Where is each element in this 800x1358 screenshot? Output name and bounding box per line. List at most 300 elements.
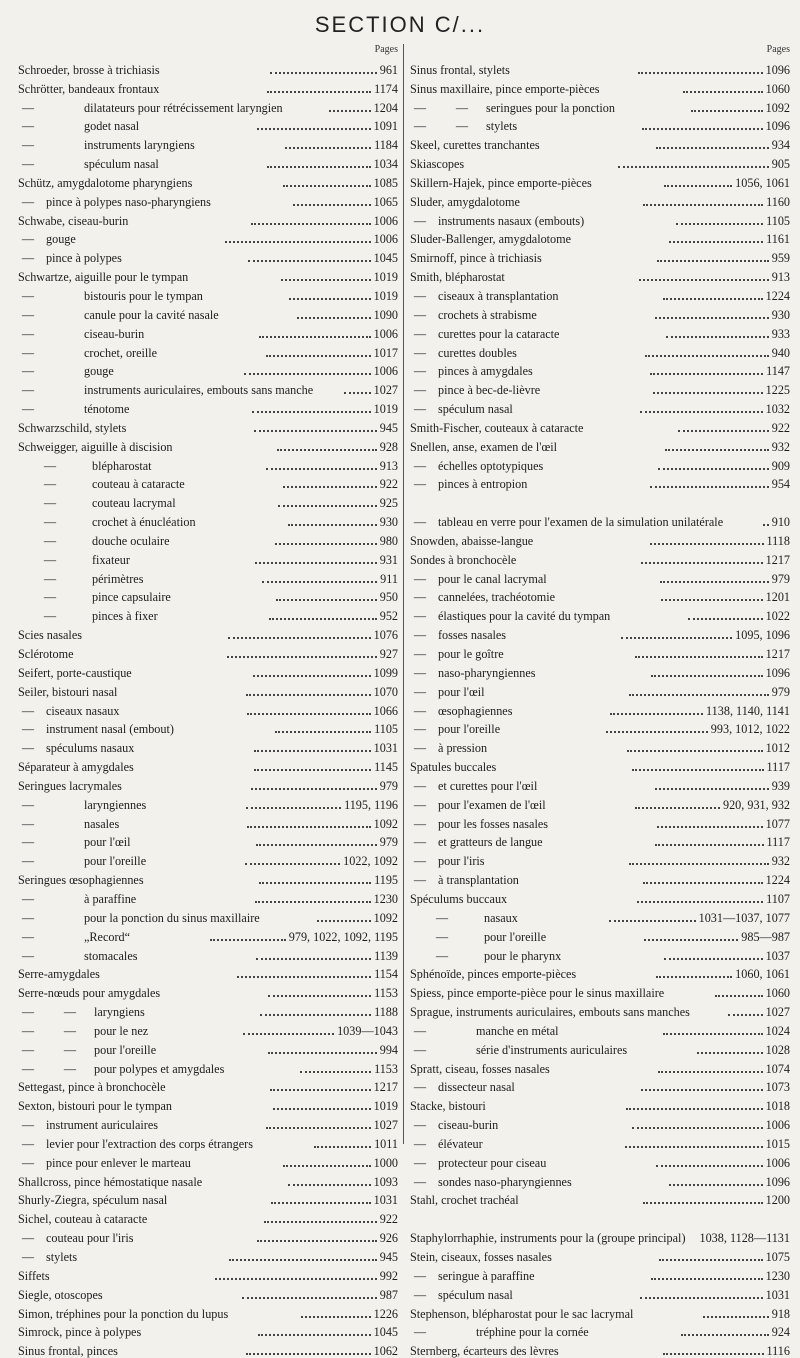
page-number: 931 xyxy=(379,552,398,567)
page-number: 1096 xyxy=(765,62,790,77)
index-entry xyxy=(410,1151,792,1170)
ditto-dash: — xyxy=(21,816,35,831)
ditto-dash: — xyxy=(413,816,427,831)
leader-dots xyxy=(245,862,340,865)
entry-term: instruments auriculaires, embouts sans manche xyxy=(84,383,314,398)
leader-dots xyxy=(625,1145,763,1148)
leader-dots xyxy=(657,259,768,262)
entry-term: série d'instruments auriculaires xyxy=(476,1042,628,1057)
leader-dots xyxy=(715,994,762,997)
ditto-dash: — xyxy=(43,552,57,567)
entry-term: Sichel, couteau à cataracte xyxy=(18,1212,148,1227)
ditto-dash: — xyxy=(413,326,427,341)
leader-dots xyxy=(275,730,372,733)
index-entry xyxy=(410,1321,792,1340)
entry-term: Seringues lacrymales xyxy=(18,778,122,793)
index-entry xyxy=(18,548,400,567)
entry-term: godet nasal xyxy=(84,119,140,134)
ditto-dash: — xyxy=(43,458,57,473)
page-number: 925 xyxy=(379,496,399,511)
leader-dots xyxy=(626,1107,762,1110)
ditto-dash: — xyxy=(21,1136,35,1151)
entry-term: crochet, oreille xyxy=(84,345,158,360)
page-number: 940 xyxy=(771,345,791,360)
index-entry xyxy=(410,831,792,850)
leader-dots xyxy=(629,693,769,696)
index-entry xyxy=(410,1189,792,1208)
entry-term: spéculum nasal xyxy=(438,1287,513,1302)
page-number: 924 xyxy=(771,1325,790,1340)
leader-dots xyxy=(267,165,371,168)
entry-term: instrument nasal (embout) xyxy=(46,722,174,737)
leader-dots xyxy=(635,655,762,658)
ditto-dash: — xyxy=(413,684,427,699)
index-entry xyxy=(410,1000,792,1019)
page-number: 1217 xyxy=(765,647,791,661)
index-entry xyxy=(18,473,400,492)
index-entry xyxy=(410,963,792,982)
leader-dots xyxy=(641,561,762,564)
index-entry xyxy=(18,604,400,623)
ditto-dash: — xyxy=(413,873,427,888)
ditto-dash: — xyxy=(413,119,427,134)
entry-term: Snellen, anse, examen de l'œil xyxy=(410,439,558,454)
index-entry xyxy=(18,284,400,303)
leader-dots xyxy=(246,806,341,809)
entry-term: dilatateurs pour rétrécissement laryngien xyxy=(84,100,283,115)
page-number: 1006 xyxy=(373,232,399,247)
ditto-dash: — xyxy=(21,1155,35,1170)
ditto-dash: — xyxy=(21,835,35,850)
index-entry xyxy=(18,1226,400,1245)
index-entry xyxy=(410,925,792,944)
entry-term: fosses nasales xyxy=(438,628,507,643)
index-entry xyxy=(18,944,400,963)
ditto-dash: — xyxy=(21,345,35,360)
entry-term: Sternberg, écarteurs des lèvres xyxy=(410,1344,559,1358)
leader-dots xyxy=(255,900,370,903)
entry-term: pour polypes et amygdales xyxy=(94,1061,225,1076)
ditto-dash: — xyxy=(413,1042,427,1057)
index-entry xyxy=(410,58,792,77)
leader-dots xyxy=(658,1070,762,1073)
ditto-dash: — xyxy=(21,797,35,812)
page-number: 1024 xyxy=(765,1023,791,1038)
index-entry xyxy=(18,1245,400,1264)
page-number: 934 xyxy=(771,138,791,153)
entry-term: Skiascopes xyxy=(410,157,465,172)
ditto-dash: — xyxy=(413,1118,427,1133)
index-entry xyxy=(410,322,792,341)
entry-term: Shurly-Ziegra, spéculum nasal xyxy=(18,1193,168,1208)
leader-dots xyxy=(254,429,377,432)
leader-dots xyxy=(256,957,371,960)
ditto-dash: — xyxy=(63,1005,77,1020)
index-entry xyxy=(410,1207,792,1245)
leader-dots xyxy=(659,1258,762,1261)
page-number: 1224 xyxy=(765,873,791,888)
ditto-dash: — xyxy=(63,1061,77,1076)
ditto-dash: — xyxy=(21,138,35,153)
page-number: 1006 xyxy=(765,1155,791,1170)
page-number: 922 xyxy=(379,1212,398,1227)
page-number: 1077 xyxy=(765,816,791,831)
index-entry xyxy=(410,567,792,586)
page-number: 1022, 1092 xyxy=(343,854,399,869)
right-column xyxy=(410,44,792,1358)
entry-term: seringues pour la ponction xyxy=(486,100,615,115)
index-entry xyxy=(410,1245,792,1264)
page-number: 979 xyxy=(379,778,398,793)
index-entry xyxy=(18,397,400,416)
index-entry xyxy=(18,246,400,265)
page-number: 1011 xyxy=(374,1136,398,1151)
leader-dots xyxy=(259,335,370,338)
leader-dots xyxy=(266,1126,370,1129)
index-entry xyxy=(410,473,792,492)
page-number: 1188 xyxy=(374,1005,398,1020)
leader-dots xyxy=(275,542,377,545)
page-number: 992 xyxy=(379,1268,399,1283)
page-number: 1116 xyxy=(766,1344,790,1358)
ditto-dash: — xyxy=(413,402,427,417)
entry-term: Sinus frontal, pinces xyxy=(18,1344,118,1358)
ditto-dash: — xyxy=(413,515,427,530)
page-number: 1028 xyxy=(765,1042,791,1057)
index-entry xyxy=(410,774,792,793)
page-number: 926 xyxy=(379,1231,398,1246)
entry-term: naso-pharyngiennes xyxy=(438,665,536,680)
ditto-dash: — xyxy=(413,1023,427,1038)
entry-term: nasales xyxy=(84,816,120,831)
page-number: 979 xyxy=(771,684,791,699)
ditto-dash: — xyxy=(413,477,427,492)
page-number: 1138, 1140, 1141 xyxy=(706,703,790,718)
entry-term: pince à bec-de-lièvre xyxy=(438,383,541,398)
entry-term: instruments laryngiens xyxy=(84,138,195,153)
ditto-dash: — xyxy=(21,194,35,209)
ditto-dash: — xyxy=(43,533,57,548)
ditto-dash: — xyxy=(21,929,35,944)
section-header: SECTION C/... xyxy=(314,12,486,37)
leader-dots xyxy=(640,410,763,413)
leader-dots xyxy=(639,278,769,281)
entry-term: pour l'examen de l'œil xyxy=(438,797,546,812)
ditto-dash: — xyxy=(21,891,35,906)
entry-term: échelles optotypiques xyxy=(438,458,544,473)
page-number: 1118 xyxy=(766,533,790,548)
leader-dots xyxy=(237,975,371,978)
entry-term: Spéculums buccaux xyxy=(410,891,508,906)
page-number: 1031 xyxy=(765,1287,790,1302)
leader-dots xyxy=(609,919,696,922)
page-number: 1006 xyxy=(373,364,399,379)
entry-term: Sinus frontal, stylets xyxy=(410,62,510,77)
page-number: 959 xyxy=(771,251,790,266)
entry-term: laryngiennes xyxy=(84,797,147,812)
leader-dots xyxy=(656,975,732,978)
index-entry xyxy=(18,981,400,1000)
entry-term: pince capsulaire xyxy=(92,590,171,605)
page-number: 1019 xyxy=(373,270,399,285)
leader-dots xyxy=(344,391,371,394)
index-entry xyxy=(18,1339,400,1358)
entry-term: spéculum nasal xyxy=(84,157,159,172)
page-number: 913 xyxy=(379,458,399,473)
leader-dots xyxy=(642,127,763,130)
leader-dots xyxy=(655,787,769,790)
page-number: 1015 xyxy=(765,1136,790,1151)
index-entry xyxy=(18,774,400,793)
index-entry xyxy=(18,491,400,510)
entry-term: œsophagiennes xyxy=(438,703,513,718)
leader-dots xyxy=(266,467,377,470)
page-number: 1006 xyxy=(765,1118,790,1133)
ditto-dash: — xyxy=(413,590,427,605)
index-entry xyxy=(410,454,792,473)
index-entry xyxy=(410,246,792,265)
entry-term: Simrock, pince à polypes xyxy=(18,1325,142,1340)
entry-term: sondes naso-pharyngiennes xyxy=(438,1174,572,1189)
index-entry xyxy=(410,793,792,812)
index-entry xyxy=(410,341,792,360)
index-entry xyxy=(410,284,792,303)
page-number: 1095, 1096 xyxy=(735,628,790,643)
index-entry xyxy=(410,378,792,397)
entry-term: Schwarzschild, stylets xyxy=(18,420,127,435)
page-number: 985—987 xyxy=(741,929,791,944)
page-number: 1230 xyxy=(373,891,398,906)
ditto-dash: — xyxy=(435,929,449,944)
entry-term: pour l'œil xyxy=(438,684,485,699)
index-entry xyxy=(18,1057,400,1076)
page-number: 1096 xyxy=(765,1174,791,1189)
page-number: 1230 xyxy=(765,1268,790,1283)
index-entry xyxy=(18,529,400,548)
index-entry xyxy=(18,96,400,115)
page-number: 1019 xyxy=(373,288,399,303)
entry-term: pour le goître xyxy=(438,647,504,661)
entry-term: pour l'iris xyxy=(438,854,485,869)
leader-dots xyxy=(664,957,763,960)
leader-dots xyxy=(252,410,371,413)
leader-dots xyxy=(640,1296,763,1299)
entry-term: Settegast, pince à bronchocèle xyxy=(18,1080,166,1095)
leader-dots xyxy=(656,146,769,149)
ditto-dash: — xyxy=(21,251,35,266)
page-number: 1139 xyxy=(374,948,399,963)
leader-dots xyxy=(691,109,763,112)
entry-term: pince pour enlever le marteau xyxy=(46,1155,191,1170)
page-number: 1153 xyxy=(374,986,398,1001)
page-number: 911 xyxy=(380,571,398,586)
leader-dots xyxy=(244,372,370,375)
entry-term: périmètres xyxy=(92,571,144,586)
index-entry xyxy=(18,1132,400,1151)
index-entry xyxy=(410,548,792,567)
entry-term: pour le pharynx xyxy=(484,948,562,963)
leader-dots xyxy=(256,843,377,846)
index-entry xyxy=(410,755,792,774)
leader-dots xyxy=(260,1013,371,1016)
page-number: 1019 xyxy=(373,1099,398,1114)
page-number: 1092 xyxy=(765,100,790,115)
index-entry xyxy=(18,925,400,944)
page-number: 987 xyxy=(379,1287,398,1302)
index-entry xyxy=(18,680,400,699)
index-entry xyxy=(18,115,400,134)
index-entry xyxy=(18,963,400,982)
index-entry xyxy=(410,360,792,379)
page-number: 1076 xyxy=(373,628,398,643)
index-entry xyxy=(18,152,400,171)
index-entry xyxy=(410,133,792,152)
page-number: 928 xyxy=(379,439,398,454)
page-number: 1226 xyxy=(373,1306,398,1321)
page-number: 909 xyxy=(771,458,791,473)
page-number: 1092 xyxy=(373,910,399,925)
page-number: 1062 xyxy=(373,1344,399,1358)
index-entry xyxy=(410,1283,792,1302)
index-entry xyxy=(18,1189,400,1208)
index-entry xyxy=(410,1264,792,1283)
leader-dots xyxy=(655,843,763,846)
entry-term: cannelées, trachéotomie xyxy=(438,590,556,605)
ditto-dash: — xyxy=(413,1155,427,1170)
entry-term: tableau en verre pour l'examen de la simulation unilatérale xyxy=(438,515,724,530)
entry-term: pince à polypes naso-pharyngiens xyxy=(46,194,211,209)
ditto-dash: — xyxy=(21,157,35,172)
leader-dots xyxy=(273,1107,370,1110)
leader-dots xyxy=(610,712,703,715)
leader-dots xyxy=(258,1333,371,1336)
leader-dots xyxy=(225,240,370,243)
page-number: 1117 xyxy=(766,835,790,850)
index-entry xyxy=(410,115,792,134)
ditto-dash: — xyxy=(21,722,35,737)
entry-term: ciseaux nasaux xyxy=(46,703,120,718)
leader-dots xyxy=(257,127,371,130)
index-entry xyxy=(410,812,792,831)
page-number: 1147 xyxy=(766,364,791,379)
index-entry xyxy=(410,586,792,605)
leader-dots xyxy=(728,1013,762,1016)
leader-dots xyxy=(763,523,769,526)
entry-term: ciseau-burin xyxy=(438,1118,499,1133)
index-entry xyxy=(410,1038,792,1057)
leader-dots xyxy=(697,1051,763,1054)
page-number: 922 xyxy=(771,420,791,435)
leader-dots xyxy=(644,938,738,941)
index-entry xyxy=(410,529,792,548)
entry-term: fixateur xyxy=(92,552,130,567)
page-number: 1225 xyxy=(765,383,791,398)
index-entry xyxy=(410,1019,792,1038)
page-number: 1184 xyxy=(374,138,398,153)
entry-term: pour l'œil xyxy=(84,835,131,850)
entry-term: Snowden, abaisse-langue xyxy=(410,533,534,548)
page-number: 1060, 1061 xyxy=(735,967,791,982)
page-number: 945 xyxy=(379,1250,398,1264)
index-entry xyxy=(18,303,400,322)
entry-term: Seringues œsophagiennes xyxy=(18,873,144,888)
leader-dots xyxy=(657,825,762,828)
ditto-dash: — xyxy=(21,703,35,718)
entry-term: stylets xyxy=(46,1250,78,1264)
index-entry xyxy=(18,623,400,642)
leader-dots xyxy=(283,1164,371,1167)
entry-term: couteau à cataracte xyxy=(92,477,185,492)
index-entry xyxy=(410,1339,792,1358)
leader-dots xyxy=(629,862,769,865)
entry-term: Siffets xyxy=(18,1268,50,1283)
leader-dots xyxy=(643,881,763,884)
entry-term: Siegle, otoscopes xyxy=(18,1287,103,1302)
page-number: 1045 xyxy=(373,1325,399,1340)
index-entry xyxy=(410,265,792,284)
ditto-dash: — xyxy=(21,288,35,303)
page-number: 1018 xyxy=(765,1099,791,1114)
leader-dots xyxy=(669,1183,762,1186)
index-entry xyxy=(18,1094,400,1113)
index-entry xyxy=(18,642,400,661)
index-entry xyxy=(410,190,792,209)
leader-dots xyxy=(262,580,377,583)
index-entry xyxy=(410,397,792,416)
ditto-dash: — xyxy=(43,571,57,586)
index-entry xyxy=(18,454,400,473)
leader-dots xyxy=(278,504,377,507)
ditto-dash: — xyxy=(21,1231,35,1246)
leader-dots xyxy=(621,636,732,639)
entry-term: gouge xyxy=(84,364,114,379)
leader-dots xyxy=(247,825,371,828)
entry-term: Schütz, amygdalotome pharyngiens xyxy=(18,175,193,190)
leader-dots xyxy=(227,655,377,658)
leader-dots xyxy=(281,278,370,281)
ditto-dash: — xyxy=(43,590,57,605)
entry-term: pour l'oreille xyxy=(484,929,547,944)
ditto-dash: — xyxy=(413,458,427,473)
index-entry xyxy=(18,849,400,868)
page-number: 913 xyxy=(771,270,790,285)
index-entry xyxy=(18,793,400,812)
index-entry xyxy=(410,849,792,868)
leader-dots xyxy=(283,485,377,488)
page-number: 1161 xyxy=(766,232,791,247)
index-entry xyxy=(410,1076,792,1095)
entry-term: Seiler, bistouri nasal xyxy=(18,684,118,699)
page-number: 979, 1022, 1092, 1195 xyxy=(288,929,399,944)
entry-term: curettes doubles xyxy=(438,345,517,360)
leader-dots xyxy=(210,938,286,941)
page-number: 1195, 1196 xyxy=(344,797,399,812)
leader-dots xyxy=(650,372,763,375)
page-number: 1085 xyxy=(373,175,398,190)
index-entry xyxy=(18,209,400,228)
entry-term: „Record“ xyxy=(84,929,131,944)
entry-term: douche oculaire xyxy=(92,533,170,548)
leader-dots xyxy=(655,316,769,319)
ditto-dash: — xyxy=(455,100,469,115)
page-number: 910 xyxy=(771,515,790,530)
leader-dots xyxy=(264,1220,377,1223)
ditto-dash: — xyxy=(413,628,427,643)
leader-dots xyxy=(660,580,769,583)
ditto-dash: — xyxy=(413,213,427,228)
index-entry xyxy=(410,718,792,737)
leader-dots xyxy=(247,712,371,715)
